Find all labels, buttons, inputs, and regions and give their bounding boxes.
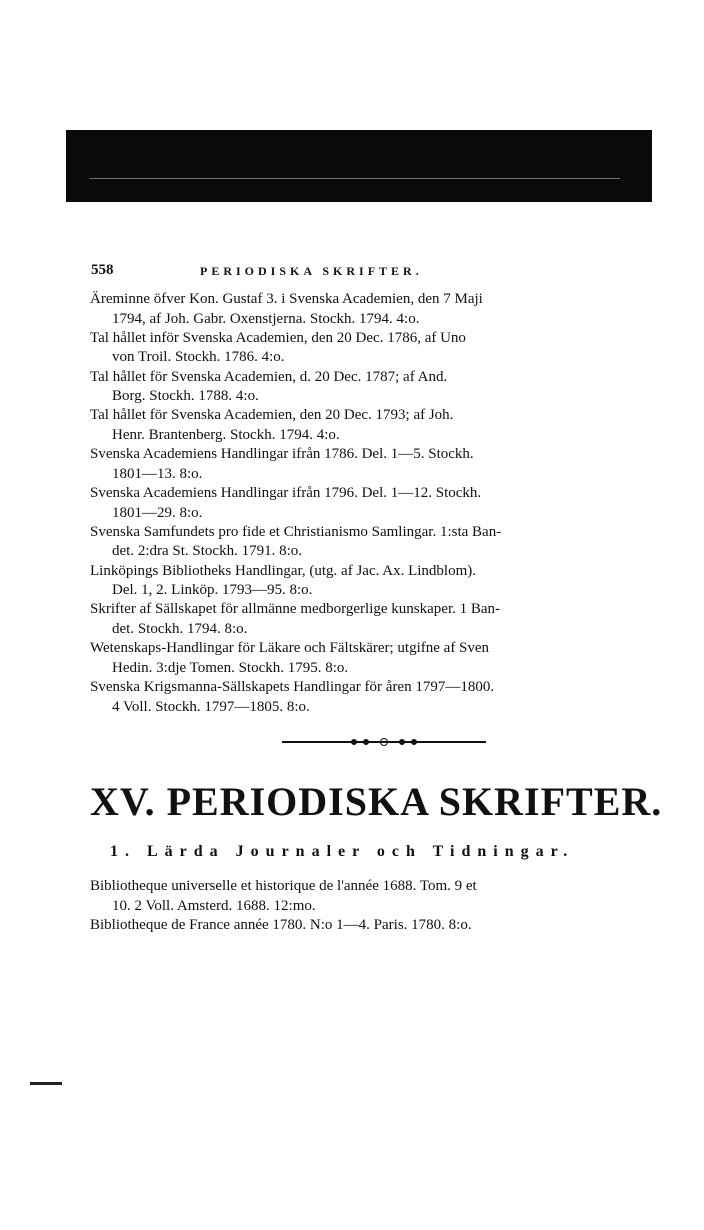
entry-line: 10. 2 Voll. Amsterd. 1688. 12:mo. [112,897,316,914]
entry-line: Hedin. 3:dje Tomen. Stockh. 1795. 8:o. [112,659,349,676]
entry-line: Bibliotheque universelle et historique de l'année 1688. Tom. 9 et [90,878,477,894]
bibliography-entry [90,368,655,407]
entry-line: 1794, af Joh. Gabr. Oxenstjerna. Stockh. 1794. 4:o. [112,310,420,327]
entry-line: Borg. Stockh. 1788. 4:o. [112,388,259,405]
entry-line: Svenska Krigsmanna-Sällskapets Handlingar för åren 1797—1800. [90,679,495,695]
entry-line: Tal hållet för Svenska Academien, d. 20 Dec. 1787; af And. [90,368,448,385]
entry-line: Linköpings Bibliotheks Handlingar, (utg. af Jac. Ax. Lindblom). [90,562,477,579]
entry-line: 4 Voll. Stockh. 1797—1805. 8:o. [112,698,310,715]
entry-line: det. Stockh. 1794. 8:o. [112,620,248,637]
bibliography-entry [90,523,655,562]
subsection-title: 1. Lärda Journaler och Tidningar. [110,843,575,860]
running-head: PERIODISKA SKRIFTER. [200,264,423,278]
section-title: XV. PERIODISKA SKRIFTER. [90,779,663,824]
entry-line: 1801—29. 8:o. [112,504,203,521]
entry-line: Svenska Samfundets pro fide et Christianismo Samlingar. 1:sta Ban- [90,523,502,540]
scan-mark [30,1082,62,1085]
bibliography-entry [90,600,655,639]
entry-line: Del. 1, 2. Linköp. 1793—95. 8:o. [112,582,313,599]
bibliography-entry [90,445,655,484]
bibliography-entry [90,639,655,678]
entry-line: Wetenskaps-Handlingar för Läkare och Fältskärer; utgifne af Sven [90,640,490,657]
entry-line: von Troil. Stockh. 1786. 4:o. [112,349,285,366]
bibliography-entry [90,484,655,523]
entry-line: Svenska Academiens Handlingar ifrån 1786. Del. 1—5. Stockh. [90,446,474,463]
entry-line: det. 2:dra St. Stockh. 1791. 8:o. [112,543,302,560]
entry-line: Bibliotheque de France année 1780. N:o 1—4. Paris. 1780. 8:o. [90,917,472,933]
scan-artifact-line [90,178,620,179]
bibliography-entry [90,290,655,329]
bibliography-entry [90,562,655,601]
entry-line: Tal hållet inför Svenska Academien, den 20 Dec. 1786, af Uno [90,329,466,346]
entry-line: Skrifter af Sällskapet för allmänne medborgerlige kunskaper. 1 Ban- [90,601,501,618]
entry-line: 1801—13. 8:o. [112,465,203,482]
bibliography-entry [90,329,655,368]
bibliography-entry [90,406,655,445]
entry-line: Äreminne öfver Kon. Gustaf 3. i Svenska Academien, den 7 Maji [90,291,483,307]
entry-line: Henr. Brantenberg. Stockh. 1794. 4:o. [112,426,340,443]
bibliography-entry [90,877,655,916]
bibliography-entry [90,678,655,717]
bibliography-entry [90,916,655,936]
page-number: 558 [91,262,114,278]
entry-line: Svenska Academiens Handlingar ifrån 1796. Del. 1—12. Stockh. [90,485,482,501]
ornament-divider [282,738,486,746]
entry-line: Tal hållet för Svenska Academien, den 20 Dec. 1793; af Joh. [90,407,454,424]
scan-black-bar [66,130,652,202]
